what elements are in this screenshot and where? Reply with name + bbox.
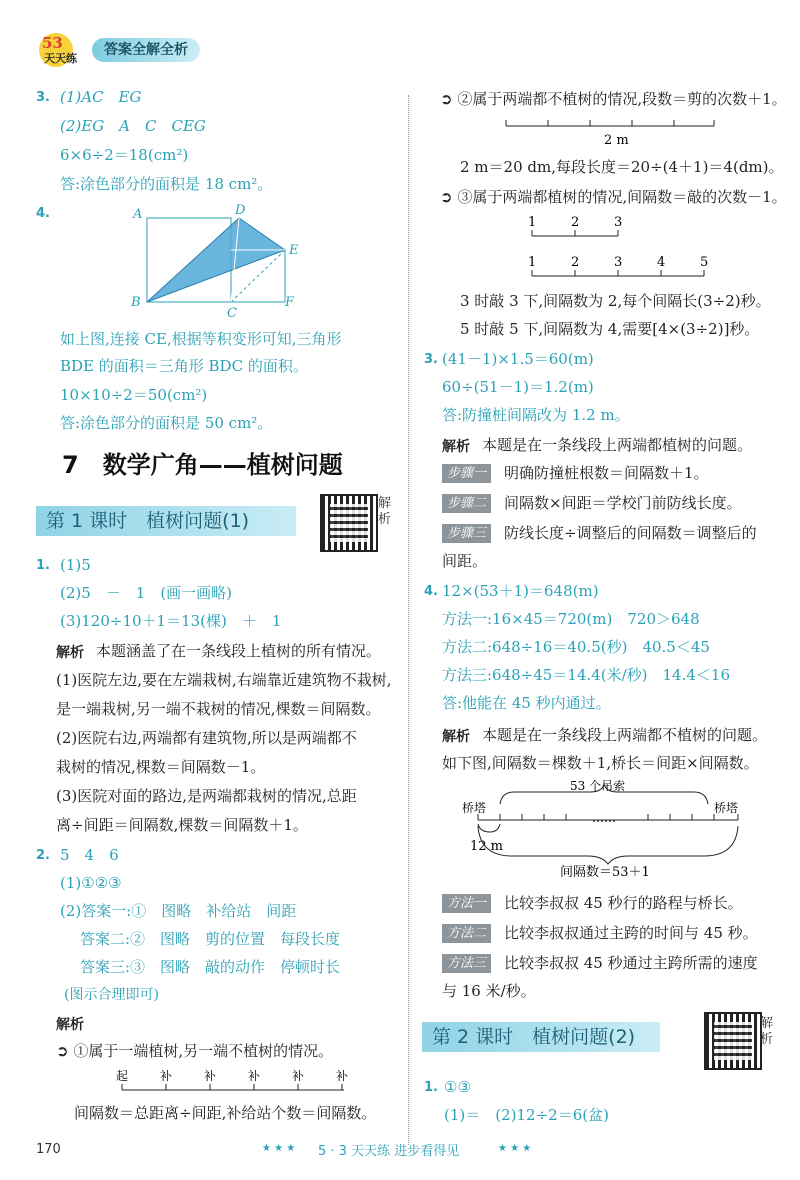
analysis-text: 是一端栽树,另一端不栽树的情况,棵数＝间隔数。: [56, 700, 381, 718]
answer-line: 10×10÷2＝50(cm²): [60, 386, 208, 404]
analysis-text: 本题涵盖了在一条线段上植树的所有情况。: [96, 642, 382, 660]
bridge-top-label: 53 个吊索: [570, 780, 626, 793]
answer-line: (1)＝ (2)12÷2＝6(盆): [444, 1106, 609, 1124]
line-label: 2: [571, 255, 580, 270]
qr-code-icon[interactable]: [320, 494, 378, 552]
analysis-text: 防线长度÷调整后的间隔数＝调整后的: [504, 524, 757, 542]
line-label: 2: [571, 215, 580, 230]
analysis-text: [56, 1040, 333, 1062]
footer-stars: ★ ★ ★: [498, 1143, 532, 1154]
question-number: 3.: [424, 352, 438, 367]
bridge-segment-label: 12 m: [470, 839, 504, 854]
qr-code-icon[interactable]: [704, 1012, 762, 1070]
analysis-text: [440, 88, 787, 110]
analysis-text-body: ③属于两端都植树的情况,间隔数＝敲的次数－1。: [457, 188, 787, 206]
analysis-text: 明确防撞桩根数＝间隔数＋1。: [504, 464, 709, 482]
line-label: 补: [248, 1069, 261, 1083]
step-badge: 步骤一: [442, 464, 491, 483]
point-label: A: [133, 207, 143, 222]
analysis-text: 如下图,间隔数＝棵数＋1,桥长＝间距×间隔数。: [442, 754, 759, 772]
analysis-label: 解析: [56, 1017, 84, 1033]
line-label: 3: [614, 215, 623, 230]
analysis-label: 解析: [442, 439, 470, 455]
answer-line: 方法二:648÷16＝40.5(秒) 40.5＜45: [442, 638, 710, 656]
tree-line-diagram: [110, 1066, 360, 1100]
svg-text:天天练: 天天练: [44, 52, 77, 65]
answer-line: 答:涂色部分的面积是 50 cm²。: [60, 414, 273, 432]
bridge-dots: ……: [592, 811, 616, 825]
bridge-tower-label: 桥塔: [462, 801, 487, 815]
question-number: 4.: [424, 584, 438, 599]
analysis-text: 栽树的情况,棵数＝间隔数－1。: [56, 758, 266, 776]
arrow-circle-icon: ➲: [56, 1042, 69, 1060]
cut-line-diagram: [500, 116, 720, 150]
logo-mark: [36, 28, 88, 68]
qr-label: 解析: [378, 496, 392, 527]
analysis-text: 比较李叔叔通过主跨的时间与 45 秒。: [504, 924, 758, 942]
answer-line: (2)EG A C CEG: [60, 117, 206, 135]
analysis-label: 解析: [56, 645, 84, 661]
lesson-banner: 第 1 课时 植树问题(1): [36, 506, 296, 536]
answer-line: 答案三:③ 图略 敲的动作 停顿时长: [80, 958, 341, 976]
analysis-text: 本题是在一条线段上两端都不植树的问题。: [482, 726, 768, 744]
analysis-text: 间距。: [442, 552, 488, 570]
analysis-text: 比较李叔叔 45 秒通过主跨所需的速度: [504, 954, 758, 972]
analysis-text: 间隔数×间距＝学校门前防线长度。: [504, 494, 742, 512]
geometry-figure: [125, 200, 305, 320]
line-label: 1: [528, 255, 537, 270]
point-label: C: [227, 306, 237, 320]
question-number: 2.: [36, 848, 50, 863]
method-badge: 方法二: [442, 924, 491, 943]
column-divider: [408, 95, 409, 1145]
analysis-text: 间隔数＝总距离÷间距,补给站个数＝间隔数。: [74, 1104, 377, 1122]
answer-line: 60÷(51－1)＝1.2(m): [442, 378, 594, 396]
line-label: 4: [657, 255, 666, 270]
bridge-tower-label: 桥塔: [714, 801, 739, 815]
answer-line: ①③: [444, 1078, 471, 1096]
analysis-text: 离÷间距＝间隔数,棵数＝间隔数＋1。: [56, 816, 308, 834]
analysis-text: 与 16 米/秒。: [442, 982, 536, 1000]
lesson-banner: 第 2 课时 植树问题(2): [422, 1022, 660, 1052]
answer-line: (2)5 － 1 (画一画略): [60, 584, 233, 602]
svg-text:53: 53: [42, 34, 63, 52]
analysis-text: 本题是在一条线段上两端都植树的问题。: [482, 436, 753, 454]
line-label: 补: [204, 1069, 217, 1083]
line-label: 5: [700, 255, 709, 270]
answer-line: 5 4 6: [60, 846, 119, 864]
answer-line: 答:涂色部分的面积是 18 cm²。: [60, 175, 273, 193]
point-label: F: [285, 295, 295, 310]
analysis-text: (2)医院右边,两端都有建筑物,所以是两端都不: [56, 729, 357, 747]
answer-line: (1)①②③: [60, 874, 122, 892]
header-tag: 答案全解全析: [92, 38, 200, 62]
analysis-text: 5 时敲 5 下,间隔数为 4,需要[4×(3÷2)]秒。: [460, 320, 760, 338]
footer-stars: ★ ★ ★: [262, 1143, 296, 1154]
answer-line: 6×6÷2＝18(cm²): [60, 146, 189, 164]
line-label: 补: [292, 1069, 305, 1083]
page-number: 170: [36, 1142, 61, 1157]
answer-line: (1)AC EG: [60, 88, 142, 106]
answer-line: BDE 的面积＝三角形 BDC 的面积。: [60, 357, 308, 375]
point-label: E: [289, 243, 299, 258]
answer-line: 答:防撞桩间隔改为 1.2 m。: [442, 406, 630, 424]
line-label: 起: [116, 1069, 129, 1083]
arrow-circle-icon: ➲: [440, 188, 453, 206]
answer-line: 方法一:16×45＝720(m) 720＞648: [442, 610, 700, 628]
method-badge: 方法三: [442, 954, 491, 973]
question-number: 1.: [424, 1080, 438, 1095]
analysis-text-body: ②属于两端都不植树的情况,段数＝剪的次数＋1。: [457, 90, 787, 108]
method-badge: 方法一: [442, 894, 491, 913]
analysis-text: (3)医院对面的路边,是两端都栽树的情况,总距: [56, 787, 357, 805]
answer-line: 方法三:648÷45＝14.4(米/秒) 14.4＜16: [442, 666, 730, 684]
line-label: 1: [528, 215, 537, 230]
analysis-text: [440, 186, 787, 208]
question-number: 3.: [36, 90, 50, 105]
line-label: 3: [614, 255, 623, 270]
answer-line: (3)120÷10＋1＝13(棵) ＋ 1: [60, 612, 282, 630]
question-number: 1.: [36, 558, 50, 573]
answer-line: 答案二:② 图略 剪的位置 每段长度: [80, 930, 341, 948]
answer-line: (41－1)×1.5＝60(m): [442, 350, 594, 368]
analysis-label: 解析: [442, 729, 470, 745]
analysis-text: 3 时敲 3 下,间隔数为 2,每个间隔长(3÷2)秒。: [460, 292, 771, 310]
answer-line: 12×(53＋1)＝648(m): [442, 582, 599, 600]
bell-line-diagram: [520, 212, 720, 282]
qr-label: 解析: [760, 1016, 774, 1047]
footer-slogan: 5 · 3 天天练 进步看得见: [318, 1144, 460, 1159]
arrow-circle-icon: ➲: [440, 90, 453, 108]
analysis-text-body: ①属于一端植树,另一端不植树的情况。: [73, 1042, 334, 1060]
step-badge: 步骤二: [442, 494, 491, 513]
analysis-text: (1)医院左边,要在左端栽树,右端靠近建筑物不栽树,: [56, 671, 392, 689]
answer-line: 答:他能在 45 秒内通过。: [442, 694, 611, 712]
step-badge: 步骤三: [442, 524, 491, 543]
answer-line: (图示合理即可): [64, 987, 159, 1003]
line-label: 2 m: [604, 133, 629, 148]
analysis-text: 2 m＝20 dm,每段长度＝20÷(4＋1)＝4(dm)。: [460, 158, 784, 176]
line-label: 补: [336, 1069, 349, 1083]
line-label: 补: [160, 1069, 173, 1083]
analysis-text: 比较李叔叔 45 秒行的路程与桥长。: [504, 894, 743, 912]
answer-line: (1)5: [60, 556, 91, 574]
point-label: D: [235, 203, 246, 218]
answer-line: (2)答案一:① 图略 补给站 间距: [60, 902, 297, 920]
bridge-diagram: [452, 780, 762, 880]
point-label: B: [131, 295, 141, 310]
unit-title: 7 数学广角——植树问题: [62, 451, 343, 479]
bridge-bottom-label: 间隔数＝53＋1: [560, 865, 650, 880]
answer-line: 如上图,连接 CE,根据等积变形可知,三角形: [60, 330, 342, 348]
question-number: 4.: [36, 206, 50, 221]
logo: [36, 28, 88, 68]
